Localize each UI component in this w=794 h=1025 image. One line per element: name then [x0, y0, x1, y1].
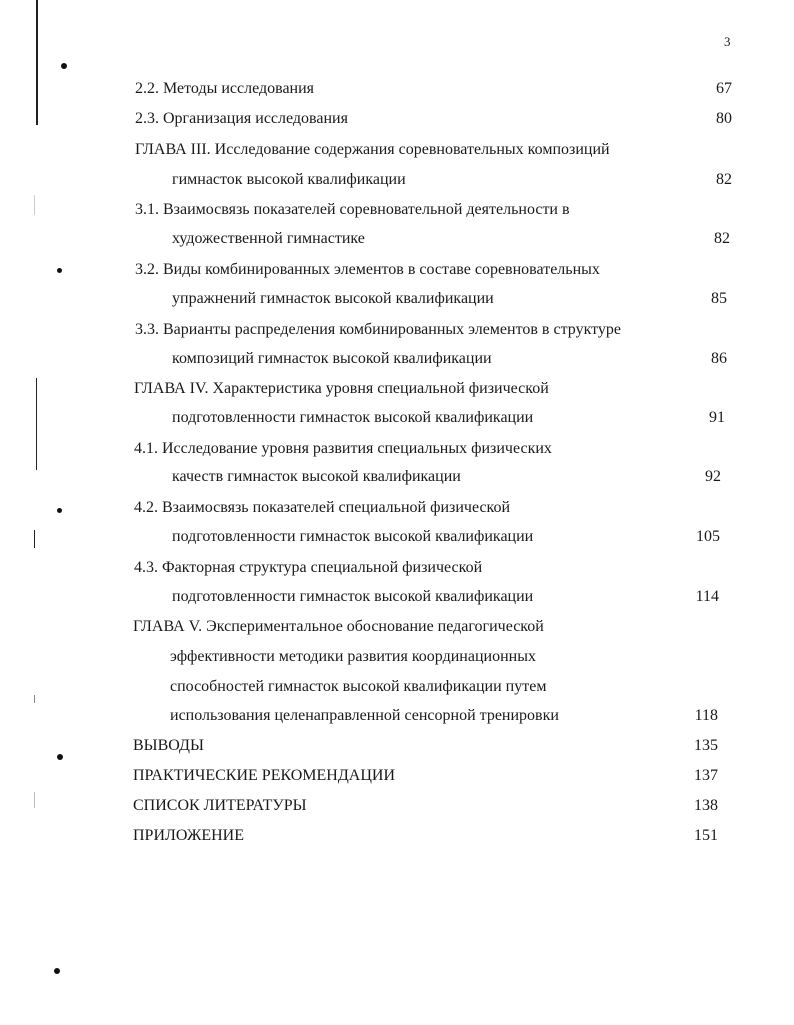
toc-entry-2-2: 2.2. Методы исследования [135, 80, 315, 97]
toc-entry-3-2-cont: упражнений гимнасток высокой квалификации [172, 290, 494, 307]
toc-entry-chapter-4-cont: подготовленности гимнасток высокой квалификации [172, 409, 534, 426]
punch-hole-dot [54, 968, 60, 974]
binding-scan-line [36, 0, 38, 125]
binding-scan-line [34, 792, 35, 808]
toc-entry-4-1-cont: качеств гимнасток высокой квалификации [172, 468, 461, 485]
toc-entry-2-3: 2.3. Организация исследования [135, 110, 348, 127]
toc-entry-chapter-5-cont: способностей гимнасток высокой квалификации путем [170, 678, 547, 695]
toc-entry-chapter-5-cont: использования целенаправленной сенсорной тренировки [170, 707, 559, 724]
toc-page-number: 118 [694, 707, 718, 724]
page-number: 3 [724, 34, 731, 49]
binding-scan-line [34, 195, 35, 215]
binding-scan-line [34, 695, 35, 703]
toc-entry-bibliography: СПИСОК ЛИТЕРАТУРЫ [133, 797, 307, 814]
toc-page-number: 91 [709, 409, 725, 426]
toc-entry-chapter-4: ГЛАВА IV. Характеристика уровня специальной физической [134, 380, 549, 397]
toc-entry-recommendations: ПРАКТИЧЕСКИЕ РЕКОМЕНДАЦИИ [133, 767, 395, 784]
toc-entry-chapter-5-cont: эффективности методики развития координационных [170, 648, 536, 665]
toc-page-number: 151 [694, 827, 718, 844]
toc-entry-3-2: 3.2. Виды комбинированных элементов в составе соревновательных [135, 261, 600, 278]
toc-page-number: 114 [695, 588, 719, 605]
punch-hole-dot [57, 268, 62, 273]
toc-page-number: 138 [694, 797, 718, 814]
toc-entry-appendix: ПРИЛОЖЕНИЕ [133, 827, 245, 844]
toc-page-number: 80 [716, 110, 732, 127]
toc-page-number: 135 [694, 737, 718, 754]
toc-entry-4-3-cont: подготовленности гимнасток высокой квалификации [172, 588, 534, 605]
toc-entry-4-1: 4.1. Исследование уровня развития специальных физических [134, 440, 552, 457]
toc-entry-conclusions: ВЫВОДЫ [133, 737, 204, 754]
toc-page-number: 67 [716, 80, 732, 97]
toc-entry-chapter-3-cont: гимнасток высокой квалификации [172, 171, 406, 188]
toc-entry-4-2-cont: подготовленности гимнасток высокой квалификации [172, 528, 534, 545]
toc-page-number: 86 [711, 350, 727, 367]
toc-page-number: 137 [694, 767, 718, 784]
toc-entry-3-1: 3.1. Взаимосвязь показателей соревновательной деятельности в [135, 201, 570, 218]
toc-page-number: 92 [705, 468, 721, 485]
toc-page-number: 85 [711, 290, 727, 307]
toc-entry-3-3-cont: композиций гимнасток высокой квалификации [172, 350, 492, 367]
toc-page-number: 82 [716, 171, 732, 188]
punch-hole-dot [61, 63, 67, 69]
toc-entry-chapter-3: ГЛАВА III. Исследование содержания соревновательных композиций [135, 141, 610, 158]
toc-page-number: 82 [714, 230, 730, 247]
toc-entry-3-3: 3.3. Варианты распределения комбинированных элементов в структуре [135, 321, 622, 338]
toc-entry-4-3: 4.3. Факторная структура специальной физической [134, 559, 483, 576]
toc-entry-4-2: 4.2. Взаимосвязь показателей специальной физической [134, 499, 511, 516]
toc-page-number: 105 [696, 528, 720, 545]
binding-scan-line [34, 530, 35, 548]
binding-scan-line [36, 378, 37, 470]
punch-hole-dot [57, 508, 62, 513]
toc-entry-3-1-cont: художественной гимнастике [172, 230, 365, 247]
punch-hole-dot [57, 754, 63, 760]
toc-entry-chapter-5: ГЛАВА V. Экспериментальное обоснование педагогической [133, 618, 544, 635]
